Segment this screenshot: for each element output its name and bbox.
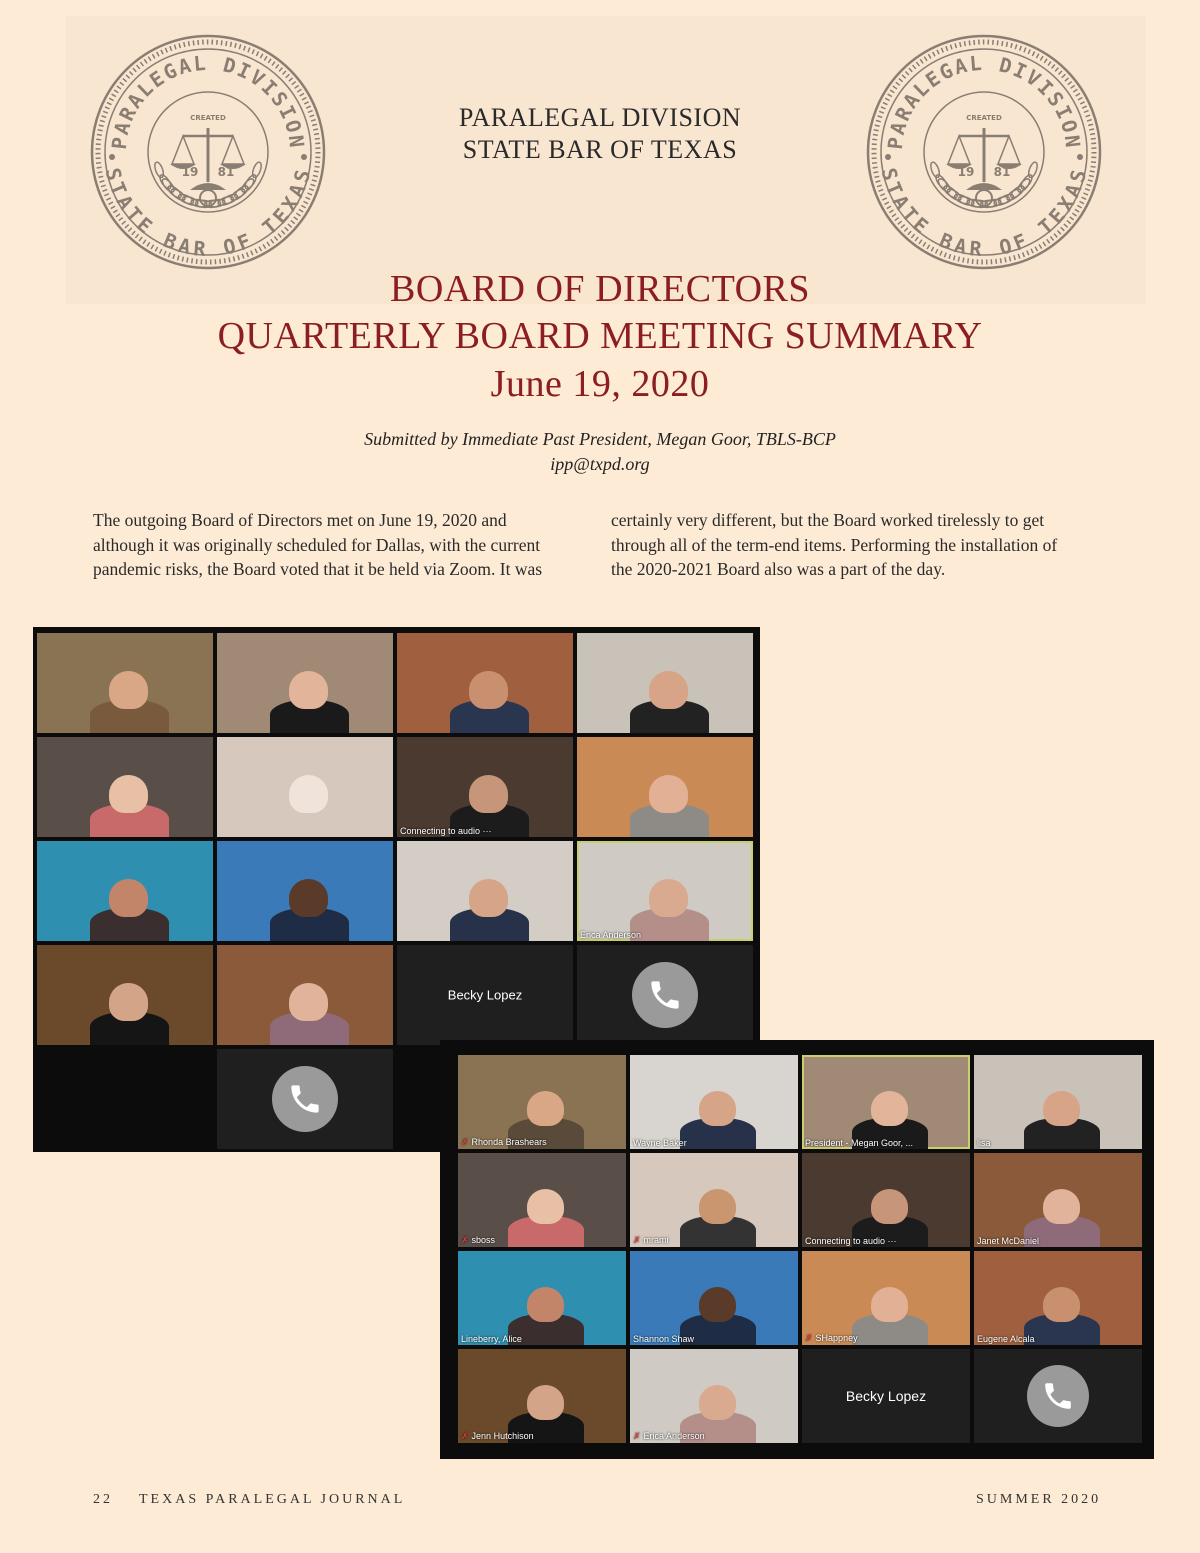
body-col1-line-1: The outgoing Board of Directors met on June 19, 2020 and [93, 510, 507, 530]
participant-video-tile[interactable] [630, 1055, 798, 1149]
participant-video-tile[interactable] [37, 737, 213, 837]
participant-video-tile[interactable] [217, 737, 393, 837]
muted-microphone-icon: ✗ [461, 1431, 469, 1441]
footer-left [93, 1492, 405, 1508]
participant-face [649, 879, 688, 917]
seal-center-text: CREATED [190, 114, 226, 122]
seal-year-left: 19 [181, 165, 199, 179]
participant-name-text: sboss [471, 1235, 496, 1245]
participant-video-tile[interactable] [974, 1055, 1142, 1149]
participant-face [1043, 1287, 1080, 1323]
participant-name-text: Erica Anderson [580, 930, 642, 940]
zoom-screenshot-gallery-2 [440, 1040, 1154, 1459]
participant-face [109, 775, 148, 813]
participant-video-tile[interactable] [630, 1349, 798, 1443]
participant-face [649, 671, 688, 709]
participant-video-tile[interactable] [458, 1251, 626, 1345]
body-col2-line-2: through all of the term-end items. Performing the installation of [611, 534, 1058, 555]
page-number: 22 [93, 1492, 113, 1507]
participant-video-tile[interactable] [458, 1153, 626, 1247]
participant-face [109, 983, 148, 1021]
participant-name-label [805, 1138, 913, 1148]
participant-video-tile[interactable] [217, 945, 393, 1045]
participant-face [289, 879, 328, 917]
participant-video-tile[interactable] [577, 633, 753, 733]
participant-video-tile[interactable] [217, 841, 393, 941]
participant-name-label [461, 1431, 534, 1442]
participant-name-text: Lineberry, Alice [461, 1334, 522, 1344]
participant-name-large: Becky Lopez [447, 987, 523, 1003]
participant-name-label [977, 1138, 991, 1148]
participant-face [527, 1287, 564, 1323]
participant-name-text: Connecting to audio ··· [400, 826, 492, 836]
participant-name-text: Shannon Shaw [633, 1334, 695, 1344]
seal-bottom-text: STATE BAR OF TEXAS [876, 165, 1092, 262]
phone-only-participant-tile[interactable] [217, 1049, 393, 1149]
byline-email: ipp@txpd.org [550, 454, 650, 474]
seal-center-text: CREATED [966, 114, 1002, 122]
body-col1-line-2: although it was originally scheduled for Dallas, with the current [93, 534, 541, 555]
participant-name-label [977, 1236, 1039, 1246]
participant-name-label [461, 1137, 547, 1148]
body-col2-line-3: the 2020-2021 Board also was a part of the day. [611, 559, 946, 579]
participant-name-label [805, 1236, 897, 1246]
participant-name-text: Eugene Alcala [977, 1334, 1035, 1344]
participant-video-tile[interactable] [802, 1349, 970, 1443]
participant-name-text: Rhonda Brashears [471, 1137, 547, 1147]
participant-face [469, 671, 508, 709]
participant-name-text: SHappney [815, 1333, 858, 1343]
participant-name-text: Connecting to audio ··· [805, 1236, 897, 1246]
participant-video-tile[interactable] [217, 633, 393, 733]
footer-issue: SUMMER 2020 [976, 1492, 1102, 1507]
participant-face [109, 671, 148, 709]
seal-year-right: 81 [993, 165, 1011, 179]
phone-only-participant-tile[interactable] [577, 945, 753, 1045]
body-column-1 [93, 508, 593, 582]
empty-tile [37, 1049, 213, 1149]
seal-bottom-text: STATE BAR OF TEXAS [100, 165, 316, 262]
participant-face [871, 1091, 908, 1127]
participant-face [527, 1091, 564, 1127]
participant-name-label [400, 826, 492, 836]
participant-video-tile[interactable] [630, 1153, 798, 1247]
seal-top-text: PARALEGAL DIVISION [882, 50, 1086, 151]
participant-face [289, 671, 328, 709]
muted-microphone-icon: ✗ [633, 1235, 641, 1245]
participant-face [699, 1091, 736, 1127]
participant-video-tile[interactable] [37, 633, 213, 733]
participant-name-text: Jenn Hutchison [471, 1431, 534, 1441]
participant-video-tile[interactable] [458, 1349, 626, 1443]
participant-name-text: mrami [643, 1235, 669, 1245]
division-line-2: STATE BAR OF TEXAS [462, 135, 738, 164]
title-line-2: QUARTERLY BOARD MEETING SUMMARY [217, 315, 983, 357]
participant-name-label [633, 1334, 694, 1344]
title-line-1: BOARD OF DIRECTORS [389, 268, 811, 310]
participant-face [871, 1189, 908, 1225]
participant-name-label [580, 930, 641, 940]
seal-top-text: PARALEGAL DIVISION [106, 50, 310, 151]
participant-video-tile[interactable] [397, 841, 573, 941]
participant-face [289, 775, 328, 813]
participant-face [289, 983, 328, 1021]
participant-video-tile[interactable] [397, 633, 573, 733]
phone-icon [632, 962, 698, 1028]
participant-name-label [461, 1235, 495, 1246]
phone-icon [1027, 1365, 1089, 1427]
participant-name-large: Becky Lopez [845, 1388, 927, 1404]
participant-face [699, 1287, 736, 1323]
participant-name-label [805, 1333, 858, 1344]
participant-video-tile[interactable] [397, 737, 573, 837]
participant-face [871, 1287, 908, 1323]
phone-icon [272, 1066, 338, 1132]
participant-name-text: Janet McDaniel [977, 1236, 1040, 1246]
title-date: June 19, 2020 [490, 363, 710, 405]
participant-face [649, 775, 688, 813]
participant-video-tile[interactable] [458, 1055, 626, 1149]
participant-face [109, 879, 148, 917]
body-col1-line-3: pandemic risks, the Board voted that it be held via Zoom. It was [93, 559, 543, 579]
participant-video-tile[interactable] [802, 1055, 970, 1149]
participant-name-text: President - Megan Goor, ... [805, 1138, 914, 1148]
participant-face [527, 1385, 564, 1421]
participant-face [1043, 1091, 1080, 1127]
participant-video-tile[interactable] [974, 1153, 1142, 1247]
participant-name-label [977, 1334, 1035, 1344]
body-column-2 [611, 508, 1111, 582]
participant-name-text: lisa [977, 1138, 991, 1148]
participant-name-label [633, 1431, 705, 1442]
participant-face [469, 775, 508, 813]
division-line-1: PARALEGAL DIVISION [458, 103, 742, 132]
participant-face [699, 1189, 736, 1225]
participant-video-tile[interactable] [630, 1251, 798, 1345]
participant-name-label [633, 1138, 687, 1148]
phone-only-participant-tile[interactable] [974, 1349, 1142, 1443]
participant-face [1043, 1189, 1080, 1225]
body-col2-line-1: certainly very different, but the Board worked tirelessly to get [611, 510, 1045, 530]
participant-video-tile[interactable] [802, 1251, 970, 1345]
participant-name-text: Erica Anderson [643, 1431, 705, 1441]
seal-year-left: 19 [957, 165, 975, 179]
participant-face [469, 879, 508, 917]
participant-face [699, 1385, 736, 1421]
participant-video-tile[interactable] [577, 737, 753, 837]
participant-face [527, 1189, 564, 1225]
participant-name-label [461, 1334, 522, 1344]
muted-microphone-icon: ✗ [461, 1137, 469, 1147]
seal-year-right: 81 [217, 165, 235, 179]
participant-video-tile[interactable] [577, 841, 753, 941]
journal-name: TEXAS PARALEGAL JOURNAL [139, 1492, 406, 1507]
participant-name-label [633, 1235, 669, 1246]
participant-video-tile[interactable] [802, 1153, 970, 1247]
muted-microphone-icon: ✗ [633, 1431, 641, 1441]
participant-video-tile[interactable] [37, 841, 213, 941]
muted-microphone-icon: ✗ [805, 1333, 813, 1343]
byline-submitted: Submitted by Immediate Past President, Megan Goor, TBLS-BCP [364, 429, 836, 449]
participant-name-text: Wayne Baker [633, 1138, 687, 1148]
muted-microphone-icon: ✗ [461, 1235, 469, 1245]
participant-video-tile[interactable] [974, 1251, 1142, 1345]
participant-video-tile[interactable] [37, 945, 213, 1045]
participant-video-tile[interactable] [397, 945, 573, 1045]
